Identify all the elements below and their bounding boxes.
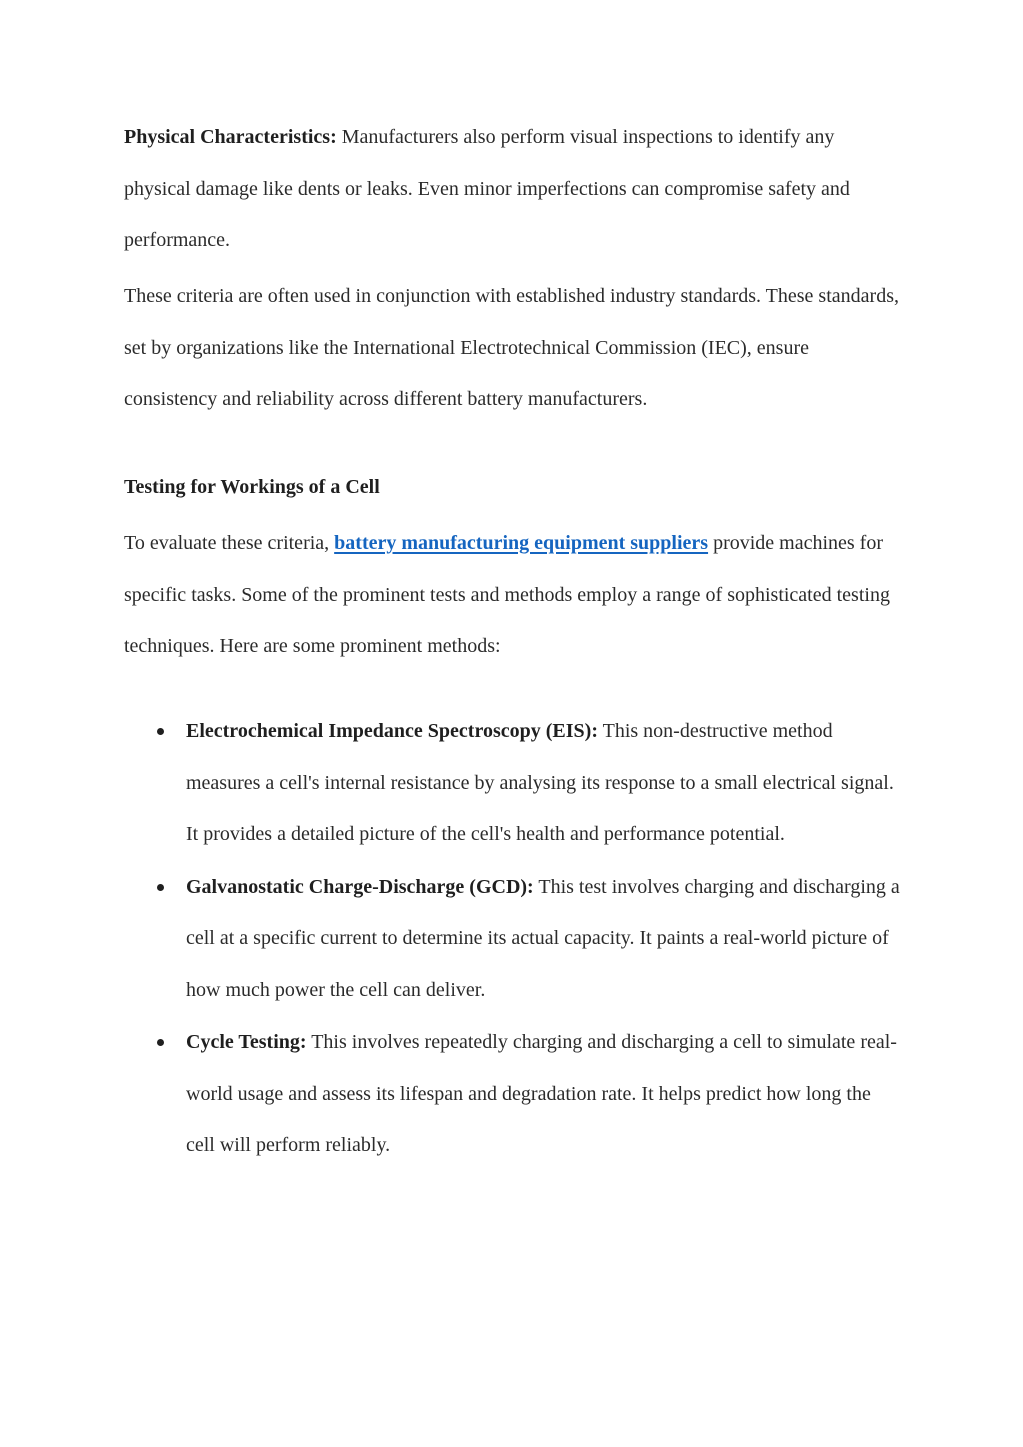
method-label: Electrochemical Impedance Spectroscopy (EIS):	[186, 720, 598, 742]
method-text: This test involves charging and discharging a cell at a specific current to determine its actual capacity. It paints a real-world picture of how much power the cell can deliver.	[186, 875, 900, 1001]
physical-characteristics-text: Manufacturers also perform visual inspections to identify any physical damage like dents or leaks. Even minor imperfections can compromise safety and performance.	[124, 126, 850, 251]
evaluate-text-after: provide machines for specific tasks. Some of the prominent tests and methods employ a range of sophisticated testing techniques. Here are some prominent methods:	[124, 532, 890, 657]
method-text: This involves repeatedly charging and discharging a cell to simulate real-world usage and assess its lifespan and degradation rate. It helps predict how long the cell will perform reliably.	[186, 1031, 897, 1156]
list-item-eis	[124, 706, 904, 861]
section-heading: Testing for Workings of a Cell	[124, 476, 380, 498]
method-label: Galvanostatic Charge-Discharge (GCD):	[186, 875, 534, 898]
bullet-icon	[157, 884, 164, 891]
criteria-paragraph	[124, 271, 904, 426]
criteria-text: These criteria are often used in conjunction with established industry standards. These standards, set by organizations like the International Electrotechnical Commission (IEC), ensure consistency and reliability across different battery manufacturers.	[124, 285, 899, 410]
bullet-icon	[157, 1039, 164, 1046]
list-item-cycle-testing	[124, 1017, 904, 1172]
physical-characteristics-label: Physical Characteristics:	[124, 126, 337, 148]
evaluate-text-before: To evaluate these criteria,	[124, 532, 335, 554]
list-item-gcd	[124, 862, 904, 1017]
bullet-icon	[157, 728, 164, 735]
suppliers-link[interactable]: battery manufacturing equipment suppliers	[334, 532, 709, 554]
method-text: This non-destructive method measures a cell's internal resistance by analysing its response to a small electrical signal. It provides a detailed picture of the cell's health and performance potential.	[186, 720, 894, 845]
physical-characteristics-paragraph	[124, 112, 904, 267]
methods-list	[124, 706, 904, 1173]
method-label: Cycle Testing:	[186, 1031, 307, 1053]
evaluate-paragraph	[124, 518, 904, 673]
